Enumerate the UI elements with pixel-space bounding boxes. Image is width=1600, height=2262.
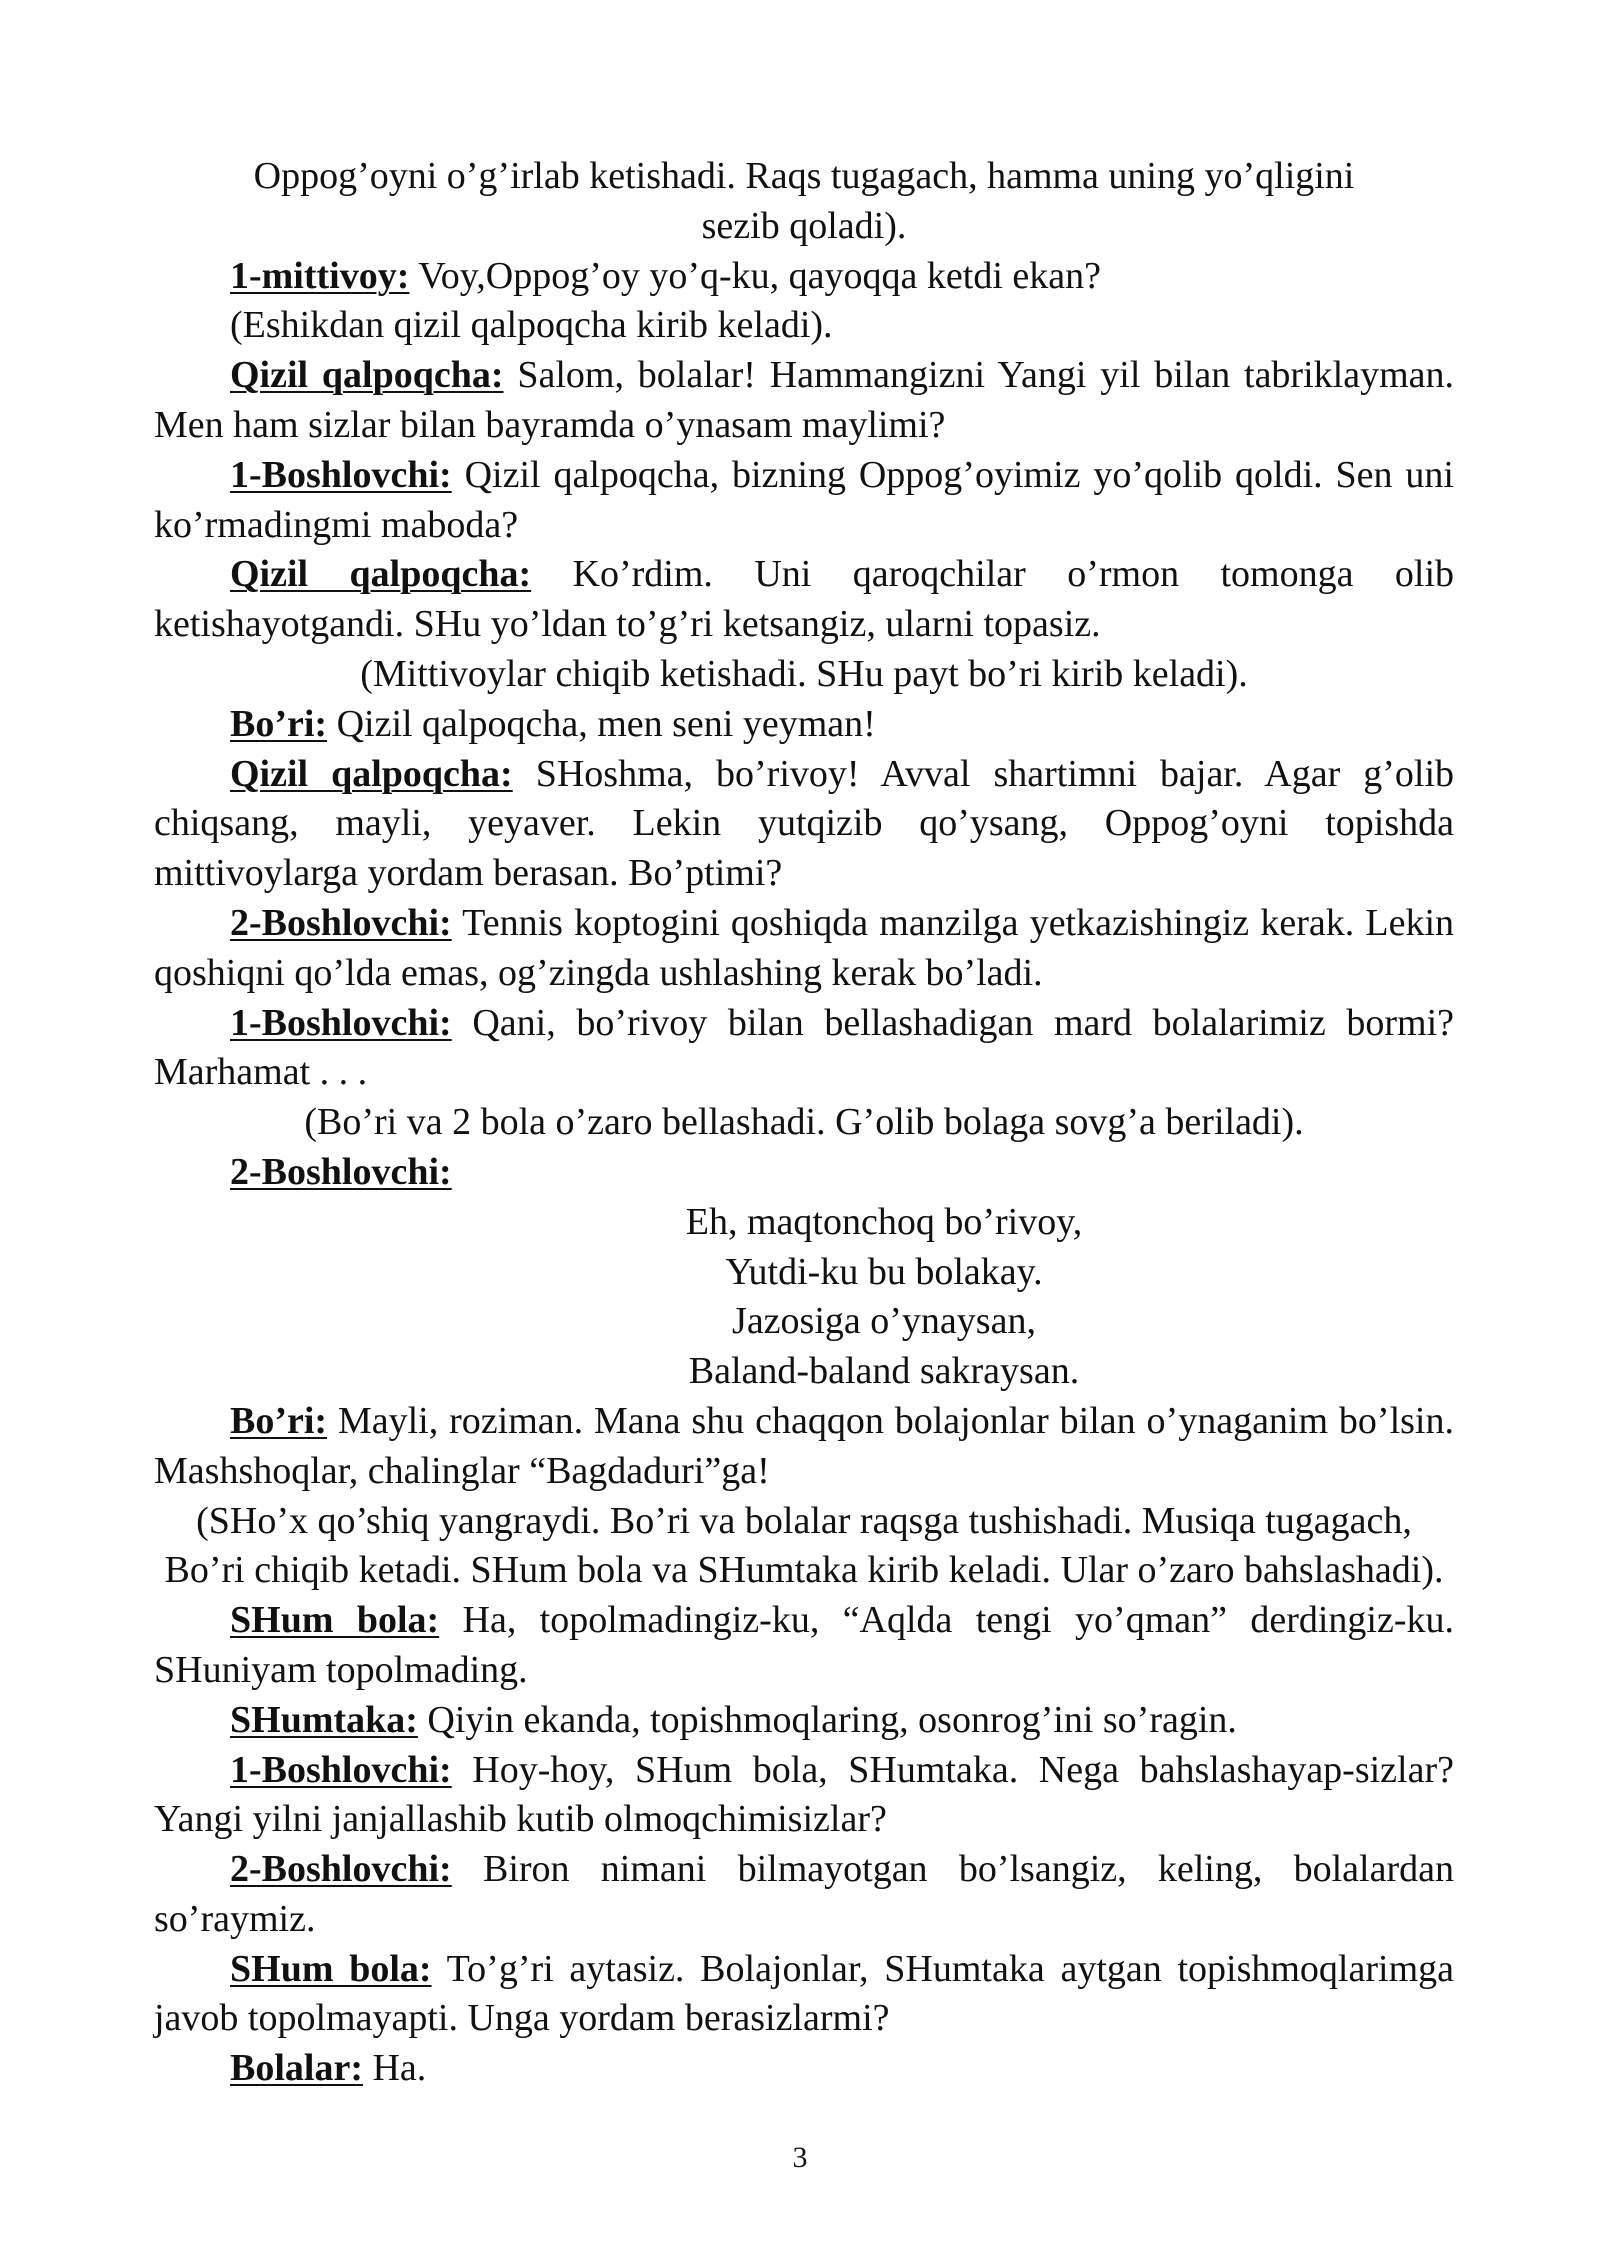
speaker-label: SHum bola: xyxy=(230,1947,432,1990)
dialog-line xyxy=(154,1596,1454,1696)
poem xyxy=(154,1198,1454,1397)
dialog-text: Ha. xyxy=(362,2047,427,2090)
dialog-text: Qiyin ekanda, topishmoqlaring, osonrog’ini so’ragin. xyxy=(417,1698,1237,1741)
dialog-line xyxy=(154,1945,1454,2045)
speaker-label: Qizil qalpoqcha: xyxy=(230,752,513,795)
dialog-line xyxy=(154,451,1454,551)
speaker-label: SHumtaka: xyxy=(230,1698,418,1741)
poem-line: Yutdi-ku bu bolakay. xyxy=(725,1250,1043,1293)
dialog-line xyxy=(154,700,1454,750)
dialog-line xyxy=(154,999,1454,1099)
dialog-text: Ha, topolmadingiz-ku, “Aqlda tengi yo’qman” derdingiz-ku. SHuniyam topolmading. xyxy=(154,1599,1454,1691)
dialog-text: SHoshma, bo’rivoy! Avval shartimni bajar. Agar g’olib chiqsang, mayli, yeyaver. Lekin yutqizib qo’ysang, Oppog’oyni topishda mittivoylarga yordam berasan. Bo’ptimi? xyxy=(154,752,1454,895)
dialog-line xyxy=(154,351,1454,451)
speaker-label: Qizil qalpoqcha: xyxy=(230,354,504,397)
dialog-text: To’g’ri aytasiz. Bolajonlar, SHumtaka aytgan topishmoqlarimga javob topolmayapti. Unga yordam berasizlarmi? xyxy=(154,1947,1454,2040)
speaker-label: Bo’ri: xyxy=(230,702,328,745)
speaker-label: 2-Boshlovchi: xyxy=(230,1150,452,1193)
stage-direction: (Mittivoylar chiqib ketishadi. SHu payt bo’ri kirib keladi). xyxy=(360,652,1248,695)
speaker-label: SHum bola: xyxy=(230,1599,440,1642)
dialog-text: Ko’rdim. Uni qaroqchilar o’rmon tomonga olib ketishayotgandi. SHu yo’ldan to’g’ri ketsangiz, ularni topasiz. xyxy=(154,553,1454,646)
dialog-line xyxy=(154,750,1454,899)
poem-line: Baland-baland sakraysan. xyxy=(688,1350,1080,1393)
dialog-line xyxy=(154,2044,1454,2094)
dialog-line xyxy=(154,1696,1454,1746)
page-number: 3 xyxy=(792,2141,808,2174)
speaker-label: Bo’ri: xyxy=(230,1399,328,1442)
dialog-line xyxy=(154,1148,1454,1198)
dialog-line xyxy=(154,1397,1454,1497)
dialog-text: Tennis koptogini qoshiqda manzilga yetkazishingiz kerak. Lekin qoshiqni qo’lda emas, og’zingda ushlashing kerak bo’ladi. xyxy=(154,901,1454,994)
poem-line: Jazosiga o’ynaysan, xyxy=(732,1300,1036,1343)
intro-line-2: sezib qoladi). xyxy=(701,204,907,247)
dialog-line xyxy=(154,550,1454,650)
speaker-label: 1-Boshlovchi: xyxy=(230,453,452,496)
dialog-text: Qizil qalpoqcha, bizning Oppog’oyimiz yo’qolib qoldi. Sen uni ko’rmadingmi maboda? xyxy=(154,453,1454,546)
poem-line: Eh, maqtonchoq bo’rivoy, xyxy=(685,1200,1083,1243)
dialog-text: Biron nimani bilmayotgan bo’lsangiz, keling, bolalardan so’raymiz. xyxy=(154,1848,1454,1940)
dialog-line xyxy=(154,899,1454,999)
dialog-text: Salom, bolalar! Hammangizni Yangi yil bilan tabriklayman. Men ham sizlar bilan bayramda o’ynasam maylimi? xyxy=(154,354,1454,446)
dialog-line xyxy=(154,1746,1454,1846)
speaker-label: Qizil qalpoqcha: xyxy=(230,553,532,596)
speaker-label: Bolalar: xyxy=(230,2047,363,2090)
document-page xyxy=(154,152,1454,2094)
stage-direction: (Bo’ri va 2 bola o’zaro bellashadi. G’olib bolaga sovg’a beriladi). xyxy=(304,1101,1304,1144)
speaker-label: 1-Boshlovchi: xyxy=(230,1001,452,1044)
speaker-label: 1-mittivoy: xyxy=(230,254,410,297)
speaker-label: 1-Boshlovchi: xyxy=(230,1748,452,1791)
speaker-label: 2-Boshlovchi: xyxy=(230,901,452,944)
stage-direction: (SHo’x qo’shiq yangraydi. Bo’ri va bolalar raqsga tushishadi. Musiqa tugagach, Bo’ri chiqib ketadi. SHum bola va SHumtaka kirib keladi. Ular o’zaro bahslashadi). xyxy=(164,1499,1444,1592)
dialog-line xyxy=(154,1845,1454,1945)
dialog-line xyxy=(154,252,1454,302)
stage-direction xyxy=(154,301,1454,351)
dialog-text: Qani, bo’rivoy bilan bellashadigan mard bolalarimiz bormi? Marhamat . . . xyxy=(154,1001,1454,1094)
dialog-text: Hoy-hoy, SHum bola, SHumtaka. Nega bahslashayap-sizlar? Yangi yilni janjallashib kutib olmoqchimisizlar? xyxy=(154,1748,1454,1841)
dialog-text: Voy,Oppog’oy yo’q-ku, qayoqqa ketdi ekan? xyxy=(409,254,1101,297)
intro-line-1: Oppog’oyni o’g’irlab ketishadi. Raqs tugagach, hamma uning yo’qligini xyxy=(253,155,1355,197)
dialog-text: Mayli, roziman. Mana shu chaqqon bolajonlar bilan o’ynaganim bo’lsin. Mashshoqlar, chalinglar “Bagdaduri”ga! xyxy=(154,1399,1454,1492)
stage-text: (Eshikdan qizil qalpoqcha kirib keladi). xyxy=(230,304,833,347)
dialog-text: Qizil qalpoqcha, men seni yeyman! xyxy=(327,702,876,745)
speaker-label: 2-Boshlovchi: xyxy=(230,1848,452,1891)
